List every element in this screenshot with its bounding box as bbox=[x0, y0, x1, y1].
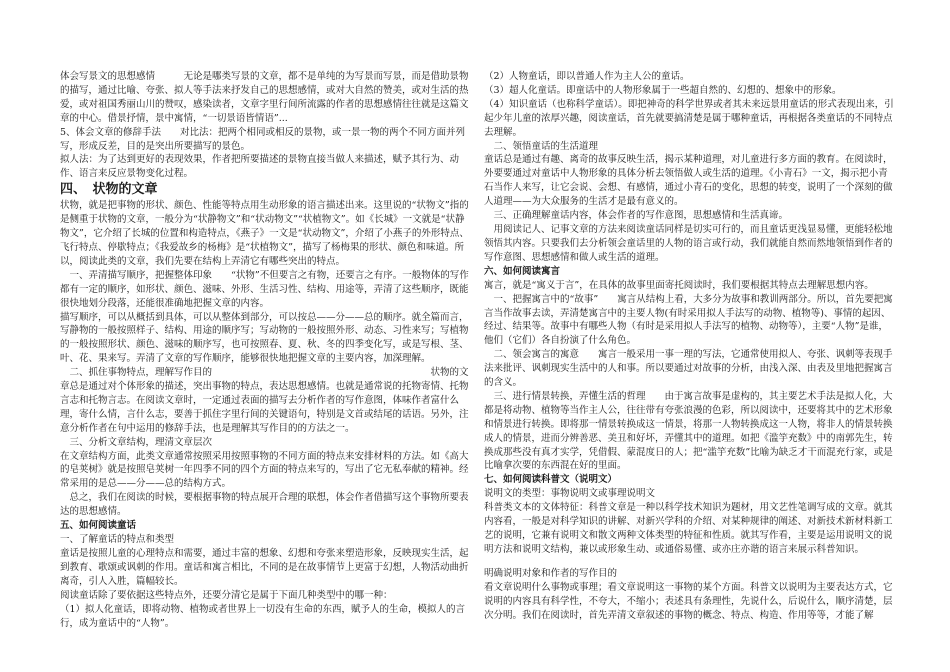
paragraph: 三、进行情景转换，弄懂生活的哲理 由于寓言故事是虚构的，其主要艺术手法是拟人化，大都是将动物、植物等当作主人公，往往带有夸张浪漫的色彩，所以阅读中，还要将其中的艺术形象和情景进行转换。即将那一情景转换成这一情景，将那一人物转换成这一人物，将非人的情景转换成人的情景，进而分辨善恶、美丑和好坏，弄懂其中的道理。如把《滥竽充数》中的南郭先生，转换成那些没有真才实学，凭借假、蒙混度日的人；把“滥竽充数”比喻为缺乏才干而混充行家，或是比喻拿次要的东西混在好的里面。 bbox=[484, 390, 893, 472]
paragraph: 描写顺序，可以从概括到具体，可以从整体到部分，可以按总——分——总的顺序。就全篇而言，写静物的一般按照样子、结构、用途的顺序写；写动物的一般按照外形、动态、习性来写；写植物的一般按照形状、颜色、滋味的顺序写，也可按照春、夏、秋、冬的四季变化写，或是写根、茎、叶、花、果来写。弄清了文章的写作顺序，能够很快地把握文章的主要内容，加深理解。 bbox=[60, 311, 469, 365]
paragraph: 状物，就是把事物的形状、颜色、性能等特点用生动形象的语言描述出来。这里说的“状物文”指的是侧重于状物的文章，一般分为“状静物文”和“状动物文”“状植物文”。如《长城》一文就是“状静物文”，它介绍了长城的位置和构造特点，《燕子》一文是“状动物文”，介绍了小燕子的外形特点、飞行特点、停歇特点；《我爱故乡的杨梅》是“状植物文”，描写了杨梅果的形状、颜色和味道。所以，阅读此类的文章，我们先要在结构上弄清它有哪些突出的特点。 bbox=[60, 200, 469, 267]
paragraph: 三、分析文章结构，理清文章层次 bbox=[69, 436, 213, 448]
paragraph: 三、正确理解童话内容，体会作者的写作意图，思想感情和生活真谛。 bbox=[493, 210, 789, 222]
section-heading: 四、 状物的文章 bbox=[60, 182, 158, 198]
paragraph: 童话总是通过有趣、离奇的故事反映生活，揭示某种道理，对儿童进行多方面的教育。在阅读时，外要要通过对童话中人物形象的具体分析去领悟做人或生活的道理。《小青石》一文，揭示把小青石当作人来写，让它会说、会想、有感情，通过小青石的变化，思想的转变，说明了一个深刻的做人道理——为大众服务的生活才是最有意义的。 bbox=[484, 154, 893, 208]
paragraph: 拟人法：为了达到更好的表现效果，作者把所要描述的景物直接当做人来描述，赋予其行为、动作、语言来反应景物变化过程。 bbox=[60, 154, 460, 180]
paragraph: 科普类文本的文体特征：科普文章是一种以科学技术知识为题材，用文艺性笔调写成的文章。就其内容看，一般是对科学知识的讲解、对新兴学科的介绍、对某种规律的阐述、对新技术新材料新工艺的说明，它兼有说明文和散文两种文体类型的特征和性质。就其写作看，主要是运用说明文的说明方法和说明文结构，兼以或形象生动、或通俗易懂、或亦庄亦谐的语言来展示科普知识。 bbox=[484, 502, 893, 555]
paragraph: （4）知识童话（也称科学童话）。即把神奇的科学世界或者其未来远景用童话的形式表现出来，引起少年儿童的浓厚兴趣，阅读童话，首先就要搞清楚是属于哪种童话，再根据各类童话的不同特点去理解。 bbox=[484, 98, 894, 138]
paragraph: 明确说明对象和作者的写作目的 bbox=[484, 567, 618, 579]
paragraph: 体会写景文的思想感情 无论是哪类写景的文章，都不是单纯的为写景而写景，而是借助景物的描写，通过比喻、夸张、拟人等手法来抒发自己的思想感情，或对大自然的赞美，或对生活的热爱，或对祖国秀丽山川的赞叹，感染读者，文章字里行间所流露的作者的思想感情往往就是这篇文章的中心。借景抒情，景中寓情，“一切景语皆情语”... bbox=[60, 71, 469, 124]
left-column bbox=[60, 70, 472, 630]
paragraph: 二、领悟童话的生活道理 bbox=[493, 140, 599, 152]
section-heading: 六、如何阅读寓言 bbox=[484, 265, 561, 277]
paragraph: 看文章说明什么事物或事理；看文章说明这一事物的某个方面。科普文以说明为主要表达方式，它说明的内容具有科学性，不夸大，不缩小；表述具有条理性，先说什么，后说什么，顺序清楚，层次分明。我们在阅读时，首先弄清文章叙述的事物的概念、特点、构造、作用等等，才能了解 bbox=[484, 581, 893, 621]
paragraph: 在文章结构方面，此类文章通常按照采用按照事物的不同方面的特点来安排材料的方法。如《高大的皂荚树》就是按照皂荚树一年四季不同的四个方面的特点来写的，写出了它无私奉献的精神。经常采用的是总——分——总的结构方式。 bbox=[60, 450, 469, 490]
paragraph: 童话是按照儿童的心理特点和需要，通过丰富的想象、幻想和夸张来塑造形象，反映现实生活，起到教育、歌颂或讽刺的作用。童话和寓言相比，不同的是在故事情节上更富于幻想，人物活动曲折离奇，引人入胜，篇幅较长。 bbox=[60, 548, 469, 587]
paragraph: 用阅读记人、记事文章的方法来阅读童话同样是切实可行的，而且童话更浅显易懂，更能轻松地领悟其内容。只要我们去分析领会童话里的人物的语言或行动，我们就能自然而然地领悟到作者的写作意图、思想感情和做人或生活的道理。 bbox=[484, 223, 893, 263]
paragraph: 一、弄清描写顺序，把握整体印象 “状物”不但要言之有物，还要言之有序。一般物体的写作都有一定的顺序，如形状、颜色、滋味、外形、生活习性、结构、用途等，弄清了这些顺序，既能很快地划分段落，还能很准确地把握文章的内容。 bbox=[60, 269, 469, 309]
section-heading: 五、如何阅读童话 bbox=[60, 520, 137, 532]
paragraph: 说明文的类型：事物说明文或事理说明文 bbox=[484, 488, 656, 500]
right-column bbox=[484, 70, 894, 623]
paragraph: （1）拟人化童话，即将动物、植物或者世界上一切没有生命的东西，赋予人的生命，模拟人的言行，成为童话中的“人物”。 bbox=[60, 603, 466, 629]
paragraph: 寓言，就是“寓义于言”，在具体的故事里面寄托阅读时，我们要根据其特点去理解思想内容。 bbox=[484, 279, 874, 291]
paragraph: 5、体会文章的修辞手法 对比法：把两个相同或相反的景物，或一景一物的两个不同方面并列写，形成反差，目的是突出所要描写的景色。 bbox=[60, 126, 466, 152]
section-heading: 七、如何阅读科普文（说明文） bbox=[484, 474, 618, 486]
paragraph: 一、了解童话的特点和类型 bbox=[60, 534, 175, 546]
paragraph: （3）超人化童话。即童话中的人物形象属于一些超自然的、幻想的、想象中的形象。 bbox=[484, 84, 842, 96]
paragraph: 阅读童话除了要依据这些特点外，还要分清它是属于下面几种类型中的哪一种： bbox=[60, 589, 393, 601]
paragraph: 二、领会寓言的寓意 寓言一般采用一事一理的写法，它通常使用拟人、夸张、讽刺等表现手法来批评、讽刺现实生活中的人和事。所以要通过对故事的分析，由浅入深、由表及里地把握寓言的含义。 bbox=[484, 349, 893, 389]
paragraph: 一、把握寓言中的“故事” 寓言从结构上看，大多分为故事和教训两部分。所以，首先要把寓言当作故事去读，弄清楚寓言中的主要人物(有时采用拟人手法写的动物、植物等)、事情的起因、经过、结果等。故事中有哪些人物（有时是采用拟人手法写的植物、动物等），主要“人物”是谁，他们（它们）各自扮演了什么角色。 bbox=[484, 293, 893, 347]
paragraph: （2）人物童话，即以普通人作为主人公的童话。 bbox=[484, 71, 690, 82]
paragraph: 总之，我们在阅读的时候，要根据事物的特点展开合理的联想，体会作者借描写这个事物所要表达的思想感情。 bbox=[60, 492, 469, 518]
paragraph: 二、抓住事物特点，理解写作目的 状物的文章总是通过对个体形象的描述，突出事物的特点，表达思想感情。也就是通常说的托物寄情、托物言志和托物言志。在阅读文章时，一定通过表面的描写去分析作者的写作意图，体味作者富什么理，寄什么情，言什么志，要善于抓住字里行间的关键语句，特别是文首或结尾的话语。另外，注意分析作者在句中运用的修辞手法，也是理解其写作目的的方法之一。 bbox=[60, 367, 469, 434]
